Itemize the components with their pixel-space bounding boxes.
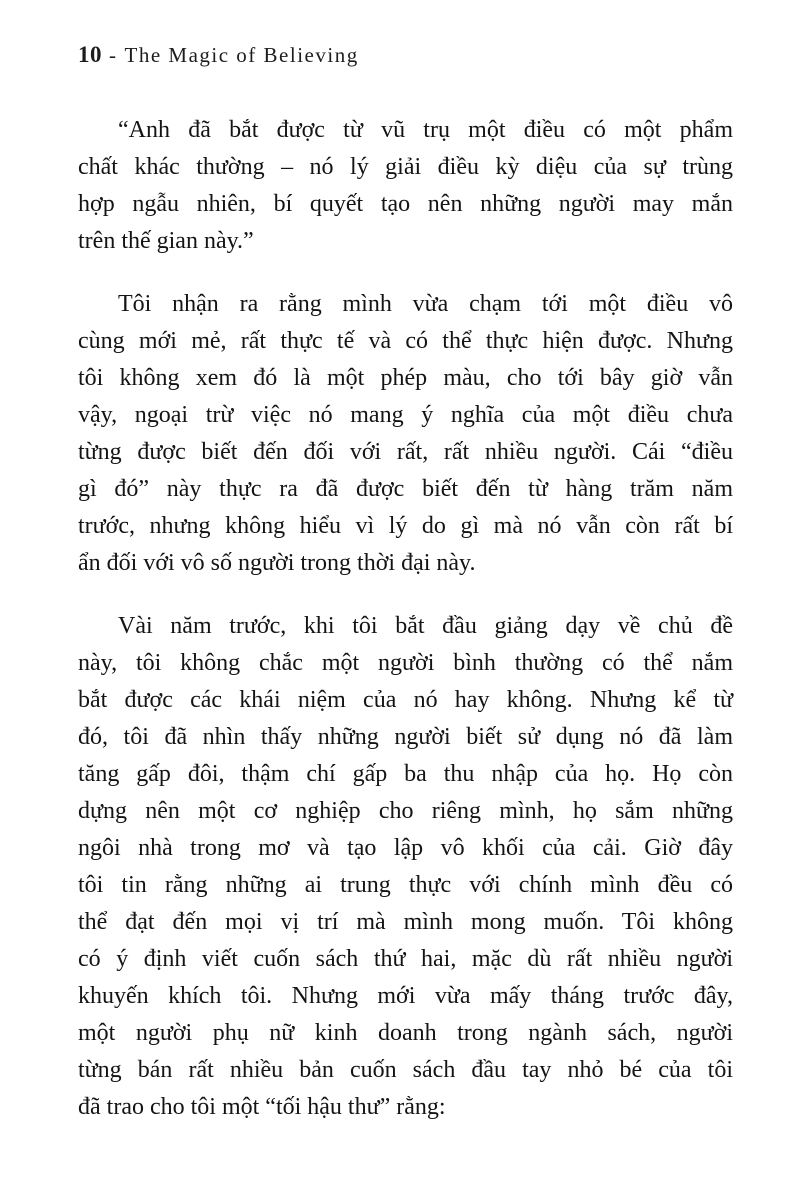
text-line: trước, nhưng không hiểu vì lý do gì mà nó vẫn còn rất bí [78, 513, 733, 539]
text-line: khuyến khích tôi. Nhưng mới vừa mấy tháng trước đây, [78, 983, 733, 1009]
text-line: trên thế gian này.” [78, 228, 254, 254]
header-separator: - [109, 43, 118, 67]
text-line: gì đó” này thực ra đã được biết đến từ hàng trăm năm [78, 476, 733, 502]
text-line: này, tôi không chắc một người bình thường có thể nắm [78, 650, 733, 676]
text-line: tăng gấp đôi, thậm chí gấp ba thu nhập của họ. Họ còn [78, 761, 733, 787]
text-line: cùng mới mẻ, rất thực tế và có thể thực hiện được. Nhưng [78, 328, 733, 354]
text-line: có ý định viết cuốn sách thứ hai, mặc dù rất nhiều người [78, 946, 733, 972]
text-line: “Anh đã bắt được từ vũ trụ một điều có một phẩm [118, 117, 733, 143]
text-line: bắt được các khái niệm của nó hay không. Nhưng kể từ [78, 687, 733, 713]
text-line: đó, tôi đã nhìn thấy những người biết sử dụng nó đã làm [78, 724, 733, 750]
text-line: từng được biết đến đối với rất, rất nhiều người. Cái “điều [78, 439, 733, 465]
book-title: The Magic of Believing [124, 43, 359, 67]
text-line: một người phụ nữ kinh doanh trong ngành sách, người [78, 1020, 733, 1046]
text-line: vậy, ngoại trừ việc nó mang ý nghĩa của một điều chưa [78, 402, 733, 428]
body-paragraph-1 [78, 286, 733, 582]
text-line: tôi tin rằng những ai trung thực với chính mình đều có [78, 872, 733, 898]
text-line: chất khác thường – nó lý giải điều kỳ diệu của sự trùng [78, 154, 733, 180]
text-line: Vài năm trước, khi tôi bắt đầu giảng dạy về chủ đề [118, 613, 733, 639]
page-number: 10 [78, 42, 102, 67]
page-header [78, 42, 359, 68]
text-line: thể đạt đến mọi vị trí mà mình mong muốn. Tôi không [78, 909, 733, 935]
text-line: ngôi nhà trong mơ và tạo lập vô khối của cải. Giờ đây [78, 835, 733, 861]
body-paragraph-2 [78, 608, 733, 1126]
text-line: từng bán rất nhiều bản cuốn sách đầu tay nhỏ bé của tôi [78, 1057, 733, 1083]
text-line: dựng nên một cơ nghiệp cho riêng mình, họ sắm những [78, 798, 733, 824]
text-line: hợp ngẫu nhiên, bí quyết tạo nên những người may mắn [78, 191, 733, 217]
text-line: Tôi nhận ra rằng mình vừa chạm tới một điều vô [118, 291, 733, 317]
text-line: đã trao cho tôi một “tối hậu thư” rằng: [78, 1094, 446, 1120]
quote-paragraph [78, 112, 733, 260]
text-line: ẩn đối với vô số người trong thời đại này. [78, 550, 476, 576]
page-content [78, 112, 733, 1152]
text-line: tôi không xem đó là một phép màu, cho tới bây giờ vẫn [78, 365, 733, 391]
